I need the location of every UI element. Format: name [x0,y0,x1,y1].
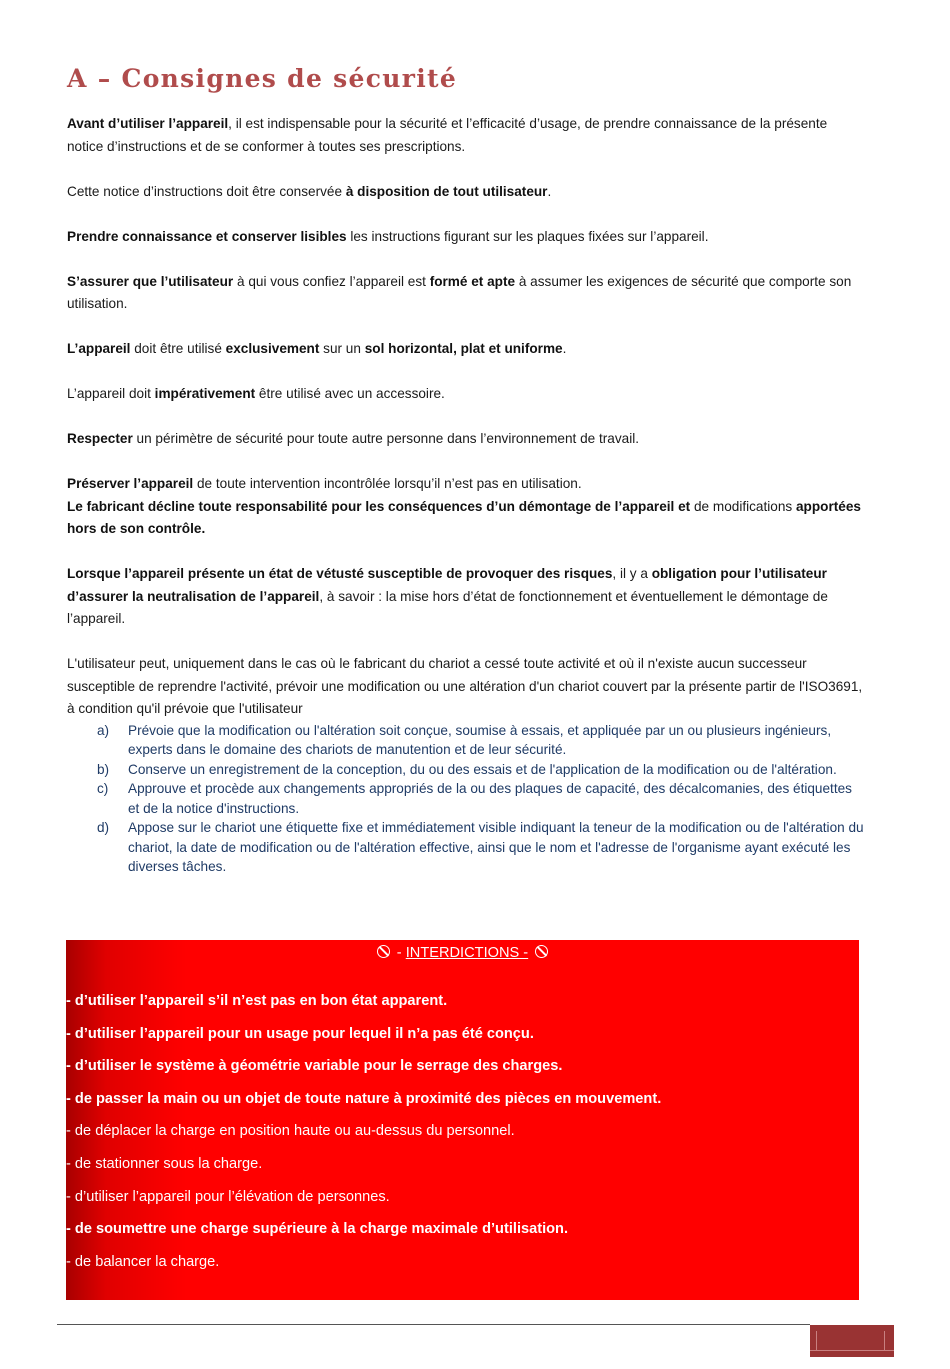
text: être utilisé avec un accessoire. [255,386,445,401]
paragraph-before-use [67,113,867,158]
paragraph-safety-perimeter [67,428,867,451]
text: les instructions figurant sur les plaques fixées sur l’appareil. [346,228,709,244]
interdiction-item: - de stationner sous la charge. [66,1155,263,1172]
text: . [562,341,567,356]
bold-text: Avant d’utiliser l’appareil [67,116,229,131]
text: de toute intervention incontrôlée lorsqu’il n’est pas en utilisation. [193,476,582,491]
bold-text: obligation pour l’utilisateur d’assurer la neutralisation de l’appareil [67,566,827,604]
interdiction-item: - de passer la main ou un objet de toute nature à proximité des pièces en mouvement. [66,1090,662,1107]
paragraph-user-modification [67,653,867,721]
text: , à savoir : la mise hors d’état de fonctionnement et éventuellement le démontage de l’appareil. [67,588,828,626]
bold-text: à disposition de tout utilisateur [345,183,548,199]
paragraph-keep-notice [67,181,867,204]
paragraph-manufacturer-liability [67,496,867,541]
page-title: A – Consignes de sécurité [67,64,458,93]
header-prefix: - [392,945,406,961]
list-item [67,760,867,780]
list-marker: b) [97,761,110,777]
text: à assumer les exigences de sécurité que comporte son utilisation. [67,273,852,311]
text: L’appareil doit [67,386,155,401]
bold-text: Préserver l’appareil [67,476,194,491]
bold-text: Le fabricant décline toute responsabilité pour les conséquences d’un démontage de l’appareil et [67,498,691,514]
bold-text: formé et apte [429,273,516,289]
interdiction-item: - d’utiliser l’appareil pour un usage pour lequel il n’a pas été conçu. [66,1025,534,1042]
footer-divider [57,1324,810,1325]
interdiction-item: - d’utiliser l’appareil s’il n’est pas en bon état apparent. [66,993,448,1009]
interdictions-title: INTERDICTIONS - [405,945,529,961]
bold-text: exclusivement [225,341,320,356]
list-item [67,779,867,818]
bold-text: impérativement [154,386,256,401]
paragraph-obsolescence [67,563,867,631]
bold-text: S’assurer que l’utilisateur [67,273,234,289]
text: , il y a [612,566,652,581]
list-text: Conserve un enregistrement de la conception, du ou des essais et de l'application de la modification ou de l'altération. [128,761,837,777]
list-item [67,721,867,760]
list-marker: c) [97,781,109,796]
text: Cette notice d’instructions doit être conservée [67,183,346,199]
paragraph-read-plates [67,226,867,249]
list-text: Prévoie que la modification ou l'altération soit conçue, soumise à essais, et appliquée par un ou plusieurs ingénieurs, experts dans le domaine des chariots de manutention et de leur sécurité. [128,722,832,757]
bold-text: Respecter [67,431,133,446]
interdiction-item: - d’utiliser le système à géométrie variable pour le serrage des charges. [66,1058,563,1075]
list-text: Appose sur le chariot une étiquette fixe et immédiatement visible indiquant la teneur de la modification ou de l'altération du chariot, la date de modification ou de l'altération effective, ainsi que le nom et l'adresse de l'organisme ayant exécuté les diverses tâches. [128,820,864,874]
text: doit être utilisé [130,341,226,356]
paragraph-flat-floor [67,338,867,361]
text: de modifications [690,498,796,514]
text: . [547,183,552,199]
interdiction-item: - de soumettre une charge supérieure à la charge maximale d’utilisation. [66,1221,569,1238]
bold-text: L’appareil [67,341,131,356]
interdictions-header [66,943,859,963]
conditions-list [67,721,867,877]
text: sur un [319,341,365,356]
page-number-box [810,1325,894,1357]
paragraph-accessory [67,383,867,406]
decorative-line [810,1350,894,1351]
decorative-line [816,1331,817,1351]
text: L'utilisateur peut, uniquement dans le cas où le fabricant du chariot a cessé toute activité et où il n'existe aucun successeur susceptible de reprendre l'activité, prévoir une modification ou une altération d'un chariot couvert par la présente partir de l'ISO3691, à condition qu'il prévoie que l'utilisateur [67,656,863,716]
interdiction-item: - de déplacer la charge en position haute ou au-dessus du personnel. [66,1123,515,1140]
paragraph-preserve-device [67,473,867,496]
prohibited-icon [377,945,390,958]
bold-text: apportées hors de son contrôle. [67,498,861,536]
paragraph-user-trained [67,271,867,316]
list-text: Approuve et procède aux changements appropriés de la ou des plaques de capacité, des décalcomanies, des étiquettes et de la notice d'instructions. [128,781,852,816]
bold-text: sol horizontal, plat et uniforme [364,341,563,356]
text: à qui vous confiez l’appareil est [233,273,430,289]
decorative-line [884,1331,885,1351]
safety-instructions [67,113,867,877]
text: un périmètre de sécurité pour toute autre personne dans l’environnement de travail. [132,431,640,446]
prohibited-icon [535,945,548,958]
interdiction-item: - d’utiliser l’appareil pour l’élévation de personnes. [66,1188,390,1205]
list-marker: a) [97,722,110,738]
bold-text: Prendre connaissance et conserver lisibles [67,228,347,244]
list-marker: d) [97,820,110,835]
interdiction-item: - de balancer la charge. [66,1253,220,1270]
bold-text: Lorsque l’appareil présente un état de vétusté susceptible de provoquer des risques [67,566,613,581]
text: , il est indispensable pour la sécurité et l’efficacité d’usage, de prendre connaissance de la présente notice d’instructions et de se conformer à toutes ses prescriptions. [67,116,828,154]
interdictions-box [66,940,859,1300]
list-item [67,818,867,877]
interdictions-list [66,990,859,1283]
